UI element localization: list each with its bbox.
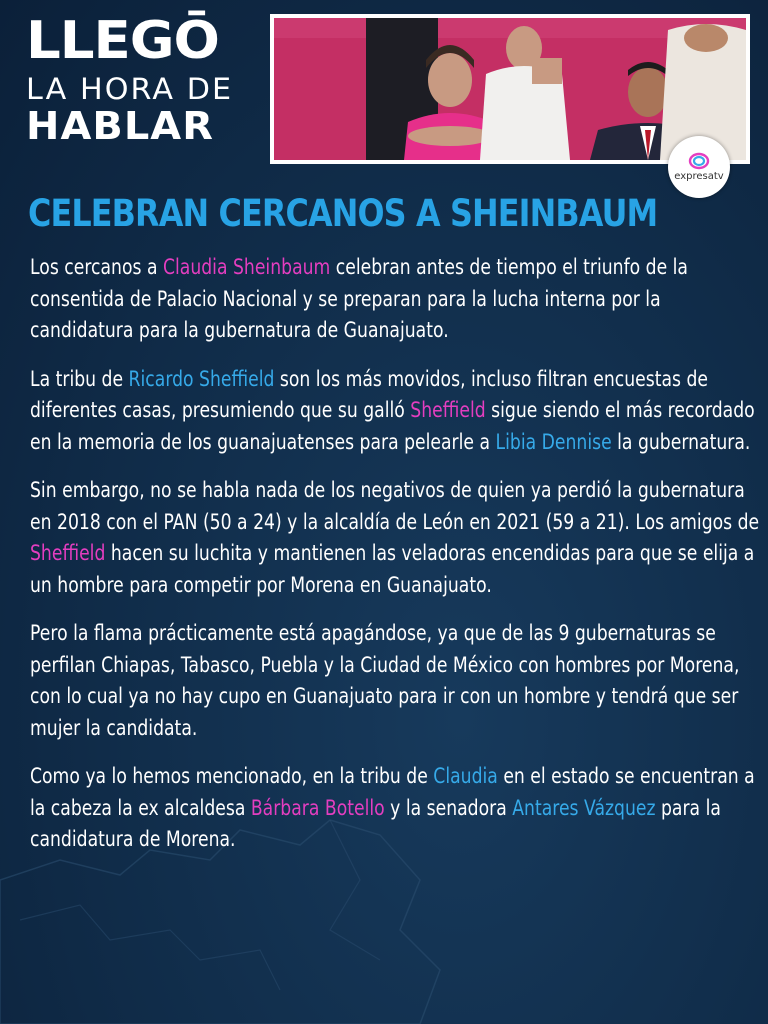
paragraph-4: Pero la flama prácticamente está apagándose, ya que de las 9 gubernaturas se perfilan Chiapas, Tabasco, Puebla y la Ciudad de México con hombres por Morena, con lo cual ya no hay cupo en Guanajuato para ir con un hombre y tendrá que ser mujer la candidata. — [30, 621, 740, 740]
article-body — [30, 252, 760, 873]
name-ricardo-sheffield: Ricardo Sheffield — [128, 366, 275, 391]
paragraph-1: Los cercanos a Claudia Sheinbaum celebran antes de tiempo el triunfo de la consentida de Palacio Nacional y se preparan para la lucha interna por la candidatura para la gubernatura de Guanajuato. — [30, 255, 688, 342]
paragraph-5: Como ya lo hemos mencionado, en la tribu de Claudia en el estado se encuentran a la cabeza la ex alcaldesa Bárbara Botello y la senadora Antares Vázquez para la candidatura de Morena. — [30, 764, 755, 851]
event-photo — [270, 14, 750, 164]
logo-line-2: LA HORA DE — [26, 72, 234, 106]
logo-line-1: LLEGŌ — [26, 11, 219, 71]
name-libia-dennise: Libia Dennise — [495, 429, 612, 454]
paragraph-3: Sin embargo, no se habla nada de los negativos de quien ya perdió la gubernatura en 2018 con el PAN (50 a 24) y la alcaldía de León en 2021 (59 a 21). Los amigos de Sheffield hacen su luchita y mantienen las veladoras encendidas para que se elija a un hombre para competir por Morena en Guanajuato. — [30, 478, 760, 597]
name-claudia-sheinbaum: Claudia Sheinbaum — [162, 255, 331, 279]
name-barbara-botello: Bárbara Botello — [250, 795, 385, 820]
program-logo — [26, 11, 256, 148]
expresa-tv-brand — [668, 136, 730, 198]
name-sheffield: Sheffield — [410, 398, 486, 422]
name-sheffield: Sheffield — [30, 541, 106, 565]
name-claudia: Claudia — [433, 764, 498, 788]
headline: CELEBRAN CERCANOS A SHEINBAUM — [28, 192, 658, 235]
logo-line-3: HABLAR — [26, 104, 215, 148]
swirl-logo-icon — [688, 152, 710, 170]
name-antares-vazquez: Antares Vázquez — [512, 795, 656, 820]
paragraph-2: La tribu de Ricardo Sheffield son los más movidos, incluso filtran encuestas de diferentes casas, presumiendo que su galló Sheffield sigue siendo el más recordado en la memoria de los guanajuatenses para pelearle a Libia Dennise la gubernatura. — [30, 366, 755, 454]
brand-name: expresatv — [674, 171, 724, 182]
